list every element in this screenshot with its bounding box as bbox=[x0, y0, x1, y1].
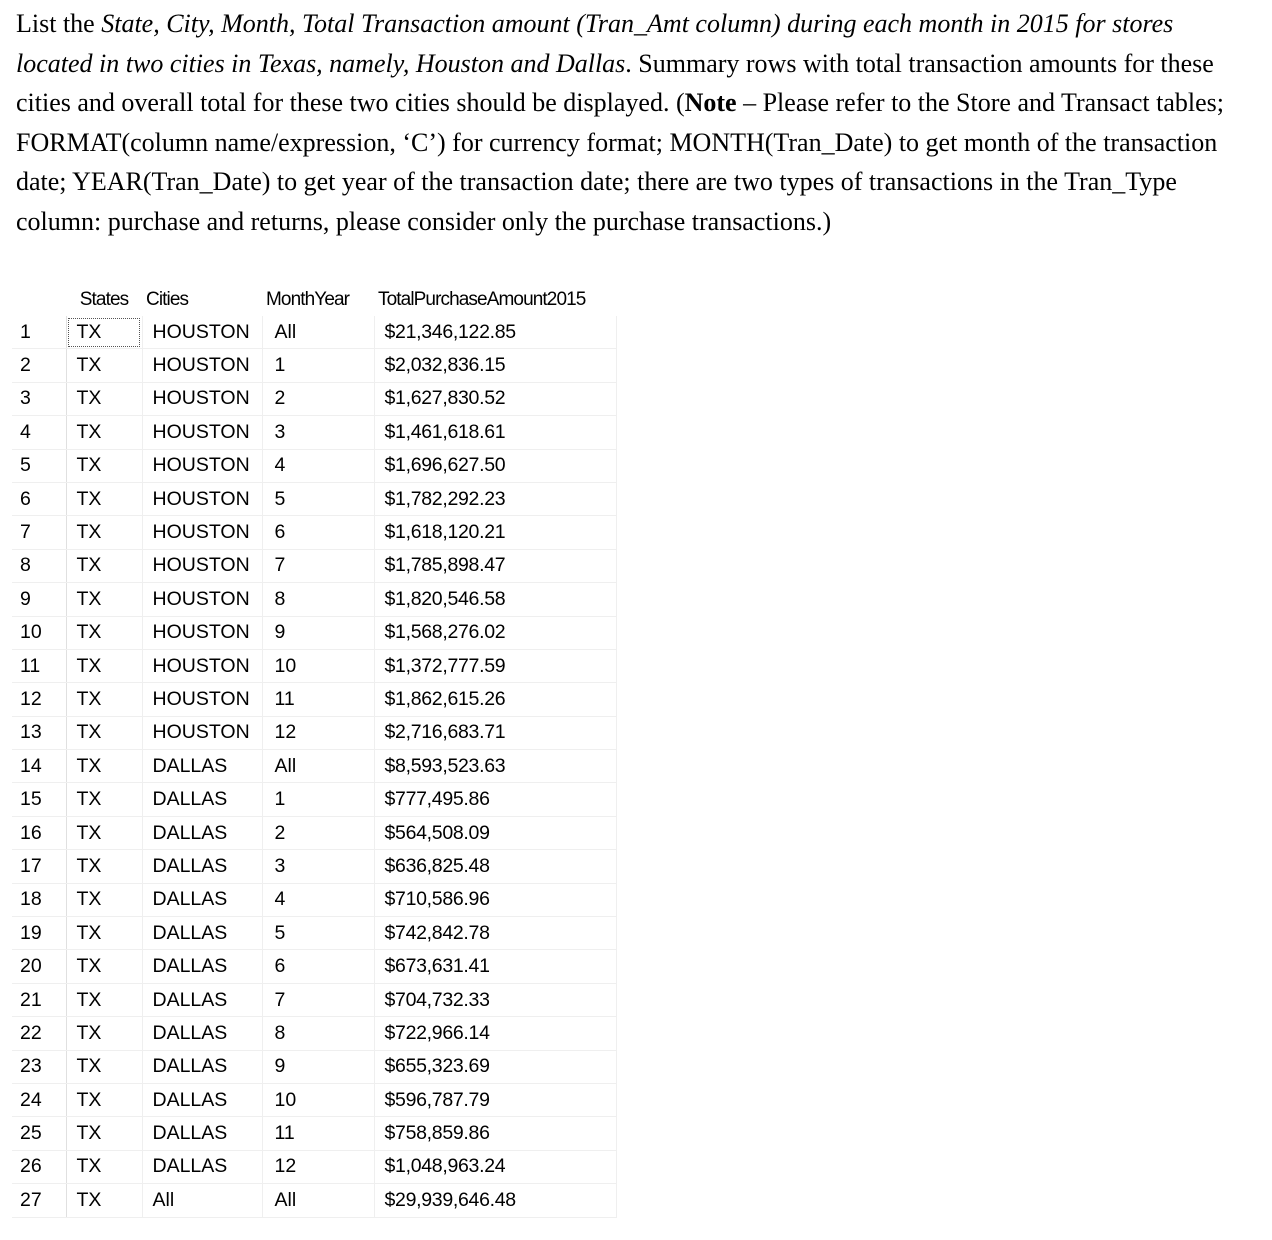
city-cell[interactable]: DALLAS bbox=[142, 883, 262, 916]
month-cell[interactable]: 6 bbox=[262, 516, 374, 549]
state-cell[interactable]: TX bbox=[66, 1050, 142, 1083]
amount-cell[interactable]: $777,495.86 bbox=[374, 783, 616, 816]
table-row[interactable] bbox=[12, 917, 616, 950]
state-cell[interactable]: TX bbox=[66, 382, 142, 415]
amount-cell[interactable]: $722,966.14 bbox=[374, 1017, 616, 1050]
amount-cell[interactable]: $1,782,292.23 bbox=[374, 482, 616, 515]
table-row[interactable] bbox=[12, 1150, 616, 1183]
amount-cell[interactable]: $655,323.69 bbox=[374, 1050, 616, 1083]
question-italic: State, City, Month, Total Transaction amount (Tran_Amt column) during each month in 2015 for stores located in two cities in Texas, namely, Houston and Dallas bbox=[16, 9, 1174, 78]
amount-cell[interactable]: $2,716,683.71 bbox=[374, 716, 616, 749]
table-row[interactable] bbox=[12, 549, 616, 582]
table-row[interactable] bbox=[12, 449, 616, 482]
table-row[interactable] bbox=[12, 1083, 616, 1116]
month-cell[interactable]: 8 bbox=[262, 1017, 374, 1050]
results-table bbox=[12, 283, 617, 1218]
amount-cell[interactable]: $1,785,898.47 bbox=[374, 549, 616, 582]
row-number[interactable]: 10 bbox=[12, 616, 66, 649]
month-cell[interactable]: 12 bbox=[262, 716, 374, 749]
table-row[interactable] bbox=[12, 716, 616, 749]
row-number[interactable]: 12 bbox=[12, 683, 66, 716]
state-cell[interactable]: TX bbox=[66, 349, 142, 382]
amount-cell[interactable]: $1,862,615.26 bbox=[374, 683, 616, 716]
month-cell[interactable]: 6 bbox=[262, 950, 374, 983]
city-cell[interactable]: DALLAS bbox=[142, 950, 262, 983]
month-cell[interactable]: 4 bbox=[262, 449, 374, 482]
question-part-1: List the bbox=[16, 9, 102, 38]
month-cell[interactable]: 3 bbox=[262, 850, 374, 883]
month-cell[interactable]: 8 bbox=[262, 583, 374, 616]
city-cell[interactable]: HOUSTON bbox=[142, 549, 262, 582]
city-cell[interactable]: DALLAS bbox=[142, 983, 262, 1016]
question-part-2: . Summary rows with total transaction amounts for these cities and overall total for these two cities should be displayed. ( bbox=[16, 48, 1214, 117]
city-cell[interactable]: HOUSTON bbox=[142, 349, 262, 382]
amount-cell[interactable]: $21,346,122.85 bbox=[374, 316, 616, 349]
month-cell[interactable]: 3 bbox=[262, 416, 374, 449]
city-cell[interactable]: DALLAS bbox=[142, 850, 262, 883]
state-cell[interactable]: TX bbox=[66, 716, 142, 749]
city-cell[interactable]: DALLAS bbox=[142, 1117, 262, 1150]
city-cell[interactable]: HOUSTON bbox=[142, 649, 262, 682]
row-number[interactable]: 22 bbox=[12, 1017, 66, 1050]
city-cell[interactable]: DALLAS bbox=[142, 783, 262, 816]
table-row[interactable] bbox=[12, 482, 616, 515]
row-number[interactable]: 9 bbox=[12, 583, 66, 616]
table-row[interactable] bbox=[12, 683, 616, 716]
row-number[interactable]: 25 bbox=[12, 1117, 66, 1150]
row-number[interactable]: 18 bbox=[12, 883, 66, 916]
row-number[interactable]: 16 bbox=[12, 816, 66, 849]
table-row[interactable] bbox=[12, 1017, 616, 1050]
question-note: Note bbox=[684, 88, 737, 117]
city-cell[interactable]: HOUSTON bbox=[142, 382, 262, 415]
month-cell[interactable]: 5 bbox=[262, 482, 374, 515]
month-cell[interactable]: 1 bbox=[262, 783, 374, 816]
table-row[interactable] bbox=[12, 750, 616, 783]
table-row[interactable] bbox=[12, 583, 616, 616]
table-row[interactable] bbox=[12, 783, 616, 816]
month-cell[interactable]: 7 bbox=[262, 983, 374, 1016]
row-number[interactable]: 11 bbox=[12, 649, 66, 682]
amount-cell[interactable]: $1,568,276.02 bbox=[374, 616, 616, 649]
month-cell[interactable]: All bbox=[262, 1184, 374, 1217]
amount-cell[interactable]: $596,787.79 bbox=[374, 1083, 616, 1116]
row-number[interactable]: 14 bbox=[12, 750, 66, 783]
amount-cell[interactable]: $8,593,523.63 bbox=[374, 750, 616, 783]
state-cell[interactable]: TX bbox=[66, 616, 142, 649]
month-cell[interactable]: 1 bbox=[262, 349, 374, 382]
state-cell[interactable]: TX bbox=[66, 917, 142, 950]
city-cell[interactable]: All bbox=[142, 1184, 262, 1217]
header-total-purchase-amount[interactable]: TotalPurchaseAmount2015 bbox=[374, 283, 616, 316]
month-cell[interactable]: All bbox=[262, 750, 374, 783]
row-number[interactable]: 6 bbox=[12, 482, 66, 515]
amount-cell[interactable]: $673,631.41 bbox=[374, 950, 616, 983]
state-cell[interactable]: TX bbox=[66, 883, 142, 916]
amount-cell[interactable]: $636,825.48 bbox=[374, 850, 616, 883]
amount-cell[interactable]: $704,732.33 bbox=[374, 983, 616, 1016]
row-number[interactable]: 26 bbox=[12, 1150, 66, 1183]
header-cities[interactable]: Cities bbox=[142, 283, 262, 316]
amount-cell[interactable]: $1,696,627.50 bbox=[374, 449, 616, 482]
amount-cell[interactable]: $758,859.86 bbox=[374, 1117, 616, 1150]
month-cell[interactable]: 9 bbox=[262, 616, 374, 649]
month-cell[interactable]: All bbox=[262, 316, 374, 349]
row-number[interactable]: 15 bbox=[12, 783, 66, 816]
state-cell[interactable]: TX bbox=[66, 850, 142, 883]
header-monthyear[interactable]: MonthYear bbox=[262, 283, 374, 316]
state-cell[interactable]: TX bbox=[66, 583, 142, 616]
header-states[interactable]: States bbox=[66, 283, 142, 316]
grid-body bbox=[12, 316, 616, 1217]
city-cell[interactable]: DALLAS bbox=[142, 1083, 262, 1116]
table-row[interactable] bbox=[12, 316, 616, 349]
state-cell[interactable]: TX bbox=[66, 1117, 142, 1150]
table-row[interactable] bbox=[12, 1117, 616, 1150]
row-number[interactable]: 1 bbox=[12, 316, 66, 349]
question-text bbox=[16, 4, 1256, 241]
state-cell[interactable]: TX bbox=[66, 449, 142, 482]
table-row[interactable] bbox=[12, 516, 616, 549]
state-cell[interactable]: TX bbox=[66, 649, 142, 682]
city-cell[interactable]: HOUSTON bbox=[142, 583, 262, 616]
row-number[interactable]: 21 bbox=[12, 983, 66, 1016]
state-cell[interactable]: TX bbox=[66, 950, 142, 983]
month-cell[interactable]: 9 bbox=[262, 1050, 374, 1083]
state-cell[interactable]: TX bbox=[66, 416, 142, 449]
table-row[interactable] bbox=[12, 649, 616, 682]
city-cell[interactable]: DALLAS bbox=[142, 1150, 262, 1183]
city-cell[interactable]: DALLAS bbox=[142, 1017, 262, 1050]
state-cell[interactable]: TX bbox=[66, 549, 142, 582]
table-row[interactable] bbox=[12, 349, 616, 382]
table-row[interactable] bbox=[12, 382, 616, 415]
row-number[interactable]: 19 bbox=[12, 917, 66, 950]
month-cell[interactable]: 2 bbox=[262, 382, 374, 415]
amount-cell[interactable]: $1,048,963.24 bbox=[374, 1150, 616, 1183]
month-cell[interactable]: 5 bbox=[262, 917, 374, 950]
city-cell[interactable]: HOUSTON bbox=[142, 482, 262, 515]
month-cell[interactable]: 11 bbox=[262, 683, 374, 716]
row-number[interactable]: 13 bbox=[12, 716, 66, 749]
amount-cell[interactable]: $29,939,646.48 bbox=[374, 1184, 616, 1217]
month-cell[interactable]: 10 bbox=[262, 1083, 374, 1116]
state-cell[interactable]: TX bbox=[66, 1083, 142, 1116]
row-number[interactable]: 27 bbox=[12, 1184, 66, 1217]
table-row[interactable] bbox=[12, 983, 616, 1016]
row-number[interactable]: 4 bbox=[12, 416, 66, 449]
table-row[interactable] bbox=[12, 883, 616, 916]
amount-cell[interactable]: $742,842.78 bbox=[374, 917, 616, 950]
month-cell[interactable]: 12 bbox=[262, 1150, 374, 1183]
month-cell[interactable]: 4 bbox=[262, 883, 374, 916]
state-cell[interactable]: TX bbox=[66, 1017, 142, 1050]
state-cell[interactable]: TX bbox=[66, 1184, 142, 1217]
city-cell[interactable]: HOUSTON bbox=[142, 416, 262, 449]
question-part-3: – Please refer to the Store and Transact tables; FORMAT(column name/expression, ‘C’) for currency format; MONTH(Tran_Date) to get month of the transaction date; YEAR(Tran_Date) to get year of the transaction date; there are two types of transactions in the Tran_Type column: purchase and returns, please consider only the purchase transactions.) bbox=[16, 88, 1224, 236]
table-row[interactable] bbox=[12, 850, 616, 883]
row-number[interactable]: 8 bbox=[12, 549, 66, 582]
state-cell[interactable]: TX bbox=[66, 750, 142, 783]
city-cell[interactable]: DALLAS bbox=[142, 1050, 262, 1083]
month-cell[interactable]: 2 bbox=[262, 816, 374, 849]
city-cell[interactable]: HOUSTON bbox=[142, 616, 262, 649]
city-cell[interactable]: HOUSTON bbox=[142, 716, 262, 749]
row-number[interactable]: 17 bbox=[12, 850, 66, 883]
header-rownum[interactable] bbox=[12, 283, 66, 316]
row-number[interactable]: 3 bbox=[12, 382, 66, 415]
row-number[interactable]: 5 bbox=[12, 449, 66, 482]
table-row[interactable] bbox=[12, 1050, 616, 1083]
header-row bbox=[12, 283, 616, 316]
amount-cell[interactable]: $1,627,830.52 bbox=[374, 382, 616, 415]
state-cell[interactable]: TX bbox=[66, 1150, 142, 1183]
table-row[interactable] bbox=[12, 1184, 616, 1217]
city-cell[interactable]: HOUSTON bbox=[142, 683, 262, 716]
amount-cell[interactable]: $2,032,836.15 bbox=[374, 349, 616, 382]
state-cell[interactable]: TX bbox=[66, 816, 142, 849]
row-number[interactable]: 23 bbox=[12, 1050, 66, 1083]
city-cell[interactable]: HOUSTON bbox=[142, 516, 262, 549]
row-number[interactable]: 7 bbox=[12, 516, 66, 549]
table-row[interactable] bbox=[12, 816, 616, 849]
amount-cell[interactable]: $710,586.96 bbox=[374, 883, 616, 916]
amount-cell[interactable]: $1,820,546.58 bbox=[374, 583, 616, 616]
table-row[interactable] bbox=[12, 616, 616, 649]
city-cell[interactable]: DALLAS bbox=[142, 816, 262, 849]
month-cell[interactable]: 7 bbox=[262, 549, 374, 582]
state-cell[interactable]: TX bbox=[66, 482, 142, 515]
state-cell[interactable]: TX bbox=[66, 316, 142, 349]
city-cell[interactable]: HOUSTON bbox=[142, 316, 262, 349]
state-cell[interactable]: TX bbox=[66, 683, 142, 716]
amount-cell[interactable]: $1,618,120.21 bbox=[374, 516, 616, 549]
row-number[interactable]: 24 bbox=[12, 1083, 66, 1116]
amount-cell[interactable]: $564,508.09 bbox=[374, 816, 616, 849]
state-cell[interactable]: TX bbox=[66, 983, 142, 1016]
table-row[interactable] bbox=[12, 950, 616, 983]
state-cell[interactable]: TX bbox=[66, 516, 142, 549]
city-cell[interactable]: HOUSTON bbox=[142, 449, 262, 482]
month-cell[interactable]: 11 bbox=[262, 1117, 374, 1150]
city-cell[interactable]: DALLAS bbox=[142, 750, 262, 783]
month-cell[interactable]: 10 bbox=[262, 649, 374, 682]
row-number[interactable]: 2 bbox=[12, 349, 66, 382]
amount-cell[interactable]: $1,372,777.59 bbox=[374, 649, 616, 682]
state-cell[interactable]: TX bbox=[66, 783, 142, 816]
table-row[interactable] bbox=[12, 416, 616, 449]
results-grid bbox=[12, 283, 617, 1218]
city-cell[interactable]: DALLAS bbox=[142, 917, 262, 950]
row-number[interactable]: 20 bbox=[12, 950, 66, 983]
amount-cell[interactable]: $1,461,618.61 bbox=[374, 416, 616, 449]
